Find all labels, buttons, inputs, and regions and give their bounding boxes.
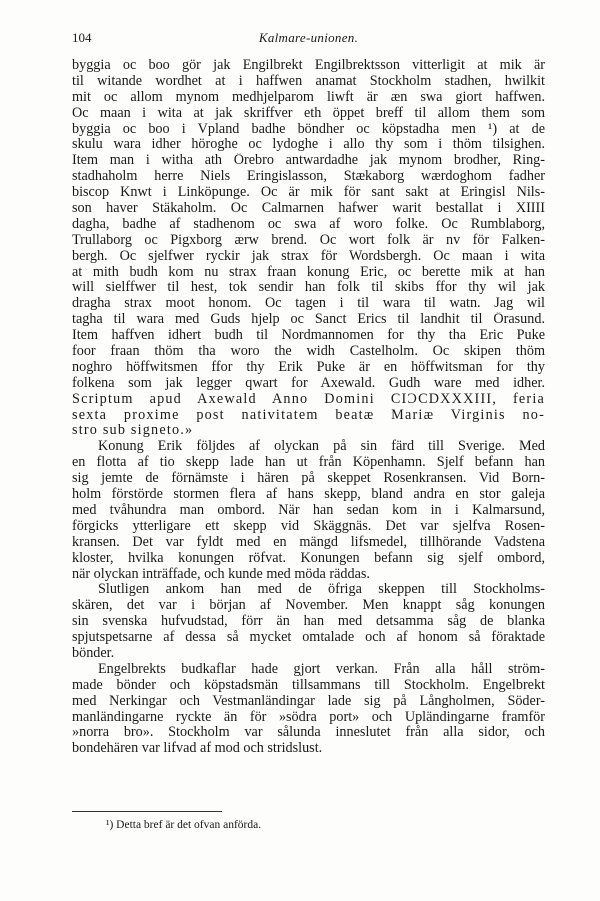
footnote-divider — [72, 811, 222, 812]
text-line: Konung Erik följdes af olyckan på sin färd till Sverige. Med — [98, 439, 545, 455]
text-line: bönder. — [72, 645, 115, 661]
text-line: kransen. Det var fyldt med en mängd lifsmedel, tillhörande Vadstena — [72, 534, 545, 550]
text-line: Trullaborg oc Pigxborg ærw brend. Oc wort folk är nv för Falken- — [72, 232, 545, 248]
body-text — [72, 58, 545, 757]
text-line: at mith budh kom nu strax fraan konung Eric, oc berette mik at han — [72, 264, 545, 280]
text-line: stadhaholm herre Niels Eringislasson, Stækaborg wærdoghom fadher — [72, 169, 545, 185]
running-title: Kalmare-unionen. — [258, 30, 359, 45]
text-line: Item haffven idhert budh til Nordmannomen for thy tha Eric Puke — [72, 328, 545, 344]
text-line: byggia oc boo gör jak Engilbrekt Engilbrektsson vitterligit at mik är — [72, 58, 545, 73]
page-number: 104 — [72, 30, 92, 45]
text-line: när olyckan inträffade, och kunde med möda räddas. — [72, 566, 370, 582]
text-line: son haver Stäkaholm. Oc Calmarnen hafwer warit bestallat i XIIII — [72, 201, 545, 217]
footnote-text: Detta bref är det ofvan anförda. — [116, 819, 262, 831]
text-line: dragha strax moot honom. Oc tagen i til wara til watn. Jag wil — [72, 296, 545, 312]
text-line: Engelbrekts budkaflar hade gjort verkan. Från alla håll ström- — [98, 661, 545, 677]
text-line: sin svenska hufvudstad, förr än han med detsamma såg de blanka — [72, 614, 545, 630]
text-line: Scriptum apud Axewald Anno Domini CIƆCDXXXIII, feria — [72, 391, 545, 407]
text-line: Slutligen ankom han med de öfriga skeppen till Stockholms- — [98, 582, 545, 598]
text-line: kloster, hvilka konungen röfvat. Konungen befann sig sjelf ombord, — [72, 550, 545, 566]
text-line: sexta proxime post nativitatem beatæ Mariæ Virginis no- — [72, 407, 545, 423]
text-line: en flotta af tio skepp lade han ut från Köpenhamn. Sjelf befann han — [72, 455, 545, 471]
text-line: byggia oc boo i Vpland badhe böndher oc köpstadha men ¹) at de — [72, 121, 545, 137]
text-line: skären, det var i början af November. Men knappt såg konungen — [72, 598, 545, 614]
page-header — [72, 30, 545, 50]
text-line: biscop Knwt i Linköpunge. Oc är mik för sant sakt at Eringisl Nils- — [72, 185, 545, 201]
footnote — [106, 818, 261, 832]
text-line: noghro höffwitsmen ffor thy Erik Puke är en höffwitsman for thy — [72, 359, 545, 375]
text-line: bondehären var lifvad af mod och stridslust. — [72, 741, 323, 757]
text-line: mit oc allom mynom medhjelparom liwft är æn swa giort haffwen. — [72, 89, 545, 105]
text-line: med tvåhundra man ombord. När han sedan kom in i Kalmarsund, — [72, 502, 545, 518]
text-line: foor fraan thöm tha woro the widh Castelholm. Oc skipen thöm — [72, 344, 545, 360]
text-line: spjutspetsarne af dessa så mycket omtalade och af honom så föraktade — [72, 630, 545, 646]
text-line: stro sub signeto.» — [72, 423, 194, 439]
text-line: manländingarne ryckte än för »södra port» och Upländingarne framför — [72, 709, 545, 725]
text-line: til witande wordhet at i haffwen anamat Stockholm stadhen, hwilkit — [72, 73, 545, 89]
text-line: dagha, badhe af stadhenom oc swa af woro folke. Oc Rumblaborg, — [72, 216, 545, 232]
text-line: tagha til wara med Guds hjelp oc Sanct Erics til landhit til Örasund. — [72, 312, 545, 328]
text-line: skulu wara idher höroghe oc lydoghe i allo thy som i thöm tilsighen. — [72, 137, 545, 153]
text-line: Item man i witha ath Örebro antwardadhe jak mynom brodher, Ring- — [72, 153, 545, 169]
footnote-mark: ¹) — [106, 819, 114, 831]
text-line: förgicks ytterligare ett skepp vid Skäggnäs. Det var sjelfva Rosen- — [72, 518, 545, 534]
text-line: made bönder och köpstadsmän tillsammans till Stockholm. Engelbrekt — [72, 677, 545, 693]
text-line: med Nerkingar och Vestmanländingar lade sig på Långholmen, Söder- — [72, 693, 545, 709]
text-line: »norra bro». Stockholm var sålunda inneslutet från alla sidor, och — [72, 725, 545, 741]
text-line: bergh. Oc sjelfwer ryckir jak strax för Wordsbergh. Oc maan i wita — [72, 248, 545, 264]
text-line: Oc maan i wita at jak skriffver eth öppet breff til allom them som — [72, 105, 545, 121]
text-line: will sielffwer til hest, tok sendir han folk til skibs ffor thy wil jak — [72, 280, 545, 296]
text-line: folkena som jak legger qwart for Axewald. Gudh ware med idher. — [72, 375, 545, 391]
text-line: sig jemte de förnämste i hären på skeppet Rosenkransen. Vid Born- — [72, 471, 545, 487]
text-line: holm förstörde stormen flera af hans skepp, bland andra en stor galeja — [72, 487, 545, 503]
